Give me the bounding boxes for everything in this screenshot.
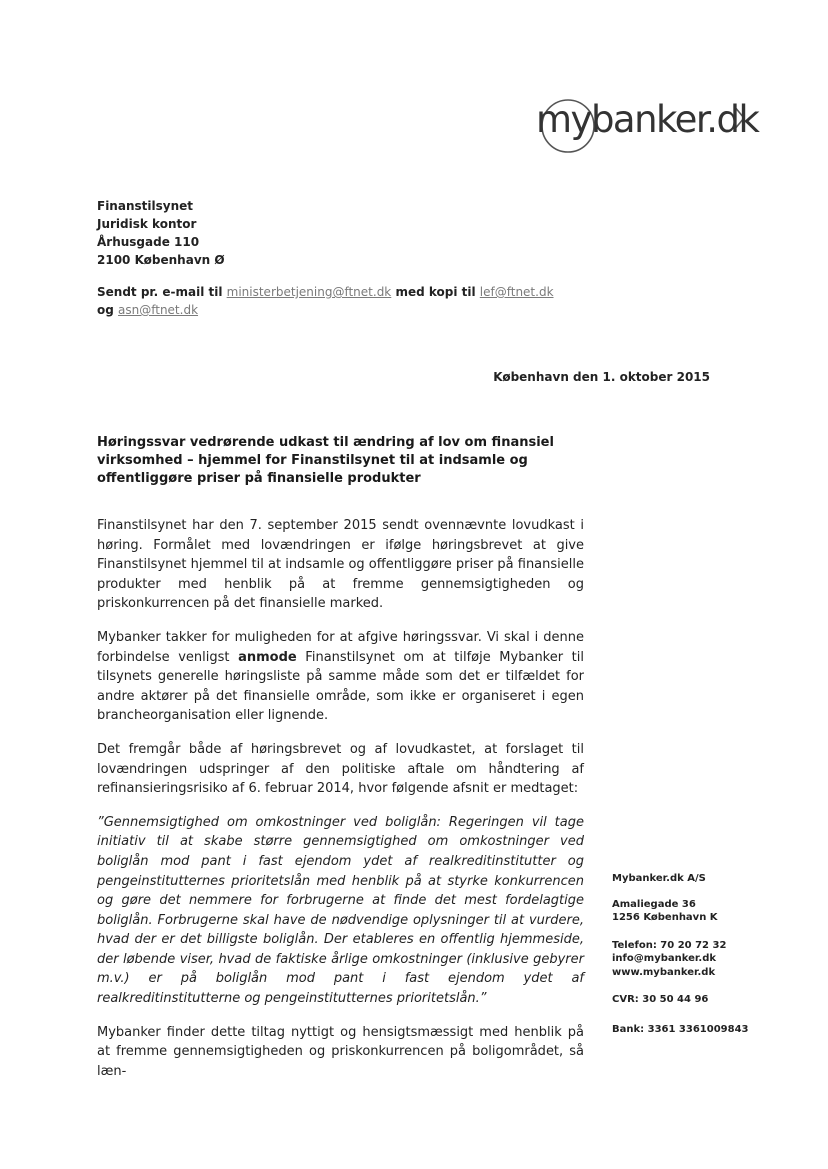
company-sidebar — [612, 872, 749, 1036]
emphasis-text: anmode — [238, 649, 297, 665]
date-line: København den 1. oktober 2015 — [493, 370, 710, 384]
company-phone: Telefon: 70 20 72 32 — [612, 939, 727, 951]
email-link-asn[interactable]: asn@ftnet.dk — [118, 303, 199, 317]
letter-subject: Høringssvar vedrørende udkast til ændring af lov om finansiel virksomhed – hjemmel for Finanstilsynet til at indsamle og offentliggøre priser på finansielle produkter — [97, 435, 554, 486]
address-line: Århusgade 110 — [97, 235, 200, 249]
paragraph-text: Mybanker takker for muligheden for at afgive høringssvar. Vi skal i denne forbindelse venligst — [97, 629, 584, 665]
company-cvr: CVR: 30 50 44 96 — [612, 994, 709, 1005]
body-paragraph — [97, 628, 584, 726]
body-paragraph: Mybanker finder dette tiltag nyttigt og hensigtsmæssigt med henblik på at fremme gennemsigtigheden og priskonkurrencen på boligområdet, så læn- — [97, 1024, 584, 1079]
paragraph-text: Finanstilsynet om at tilføje Mybanker til tilsynets generelle høringsliste på samme måde som det er tilfældet for andre aktører på det finansielle område, som ikke er organiseret i egen brancheorganisation eller lignende. — [97, 649, 584, 724]
company-bank: Bank: 3361 3361009843 — [612, 1023, 749, 1035]
company-logo — [528, 93, 759, 157]
email-link-lef[interactable]: lef@ftnet.dk — [479, 285, 554, 299]
address-line: Juridisk kontor — [97, 217, 197, 231]
sent-by-email-line — [97, 283, 577, 319]
recipient-address — [97, 197, 225, 269]
sent-copy-to: med kopi til — [391, 285, 480, 299]
email-link-ministerbetjening[interactable]: ministerbetjening@ftnet.dk — [226, 285, 392, 299]
company-street: Amaliegade 36 — [612, 898, 696, 910]
sent-and: og — [97, 303, 119, 317]
quoted-passage: ”Gennemsigtighed om omkostninger ved boliglån: Regeringen vil tage initiativ til at skabe større gennemsigtighed om omkostninger ved boliglån mod pant i fast ejendom ydet af realkreditinstitutter og pengeinstitutternes prioritetslån med henblik på at styrke konkurrencen og gøre det nemmere for forbrugerne at finde det mest fordelagtige boliglån. Forbrugerne skal have de nødvendige oplysninger til at vurdere, hvad der er det billigste boliglån. Der etableres en offentlig hjemmeside, der løbende viser, hvad de faktiske årlige omkostninger (inklusive gebyrer m.v.) er på boliglån mod pant i fast ejendom ydet af realkreditinstitutterne og pengeinstitutternes prioritetslån.” — [97, 814, 584, 1007]
company-city: 1256 København K — [612, 912, 718, 923]
body-paragraph: Finanstilsynet har den 7. september 2015 sendt ovennævnte lovudkast i høring. Formålet med lovændringen er ifølge høringsbrevet at give Finanstilsynet hjemmel til at indsamle og offentliggøre priser på finansielle produkter med henblik på at fremme gennemsigtigheden og priskonkurrencen på det finansielle marked. — [97, 518, 584, 612]
letter-body — [97, 516, 584, 1095]
company-name: Mybanker.dk A/S — [612, 873, 706, 884]
body-paragraph: Det fremgår både af høringsbrevet og af lovudkastet, at forslaget til lovændringen udspringer af den politiske aftale om håndtering af refinansieringsrisiko af 6. februar 2014, hvor følgende afsnit er medtaget: — [97, 741, 584, 797]
address-line: Finanstilsynet — [97, 199, 193, 213]
company-email: info@mybanker.dk — [612, 953, 717, 964]
sent-prefix: Sendt pr. e-mail til — [97, 285, 227, 299]
company-website: www.mybanker.dk — [612, 966, 716, 978]
logo-wordmark: mybanker.dk — [536, 98, 759, 141]
address-line: 2100 København Ø — [97, 253, 225, 267]
